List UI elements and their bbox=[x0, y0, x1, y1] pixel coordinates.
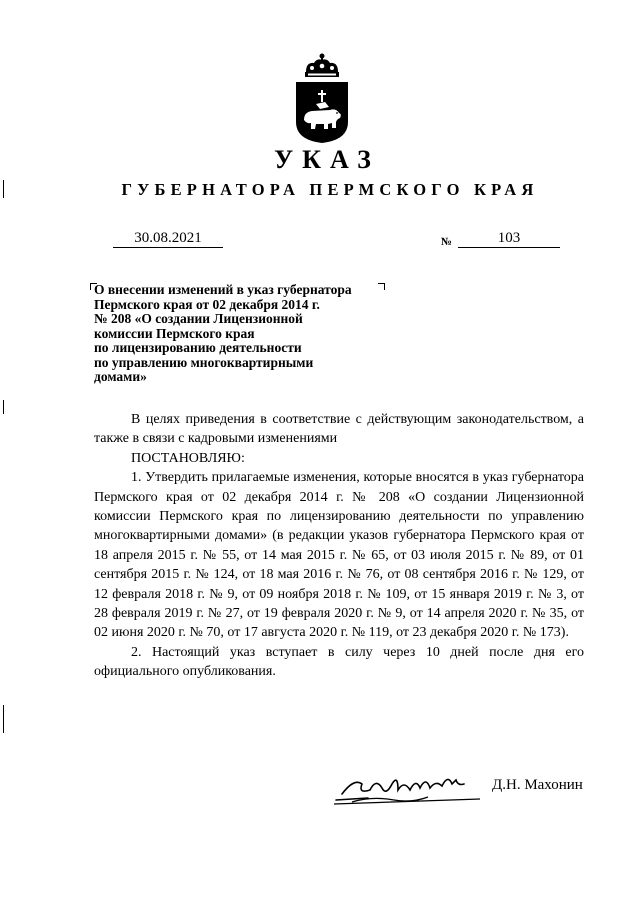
subject-line: № 208 «О создании Лицензионной bbox=[94, 311, 303, 326]
document-title: УКАЗ bbox=[274, 145, 380, 174]
subject-line: по лицензированию деятельности bbox=[94, 340, 302, 355]
subject-line: О внесении изменений в указ губернатора bbox=[94, 282, 352, 297]
document-number: 103 bbox=[458, 229, 560, 248]
scan-margin-mark bbox=[3, 705, 4, 733]
subject-line: Пермского края от 02 декабря 2014 г. bbox=[94, 296, 320, 312]
scan-margin-mark bbox=[3, 400, 4, 414]
scan-margin-mark bbox=[3, 180, 4, 198]
preamble-paragraph: В целях приведения в соответствие с действующим законодательством, а также в связи с кадровыми изменениями bbox=[94, 412, 584, 447]
signer-name: Д.Н. Махонин bbox=[492, 777, 583, 793]
number-sign: № bbox=[441, 236, 453, 248]
subject-line: комиссии Пермского края bbox=[94, 325, 255, 341]
decree-item-1: 1. Утвердить прилагаемые изменения, которые вносятся в указ губернатора Пермского края от 02 декабря 2014 г. № 208 «О создании Лицензионной комиссии Пермского края по лицензированию деятельности по управлению многоквартирными домами» (в редакции указов губернатора Пермского края от 18 апреля 2015 г. № 55, от 14 мая 2015 г. № 65, от 03 июля 2015 г. № 89, от 01 сентября 2015 г. № 124, от 18 мая 2016 г. № 76, от 08 сентября 2016 г. № 129, от 12 февраля 2018 г. № 9, от 09 ноября 2018 г. № 109, от 15 января 2019 г. № 3, от 28 февраля 2019 г. № 27, от 19 февраля 2020 г. № 9, от 14 апреля 2020 г. № 35, от 02 июня 2020 г. № 70, от 17 августа 2020 г. № 119, от 23 декабря 2020 г. № 173). bbox=[94, 470, 584, 641]
subject-line: домами» bbox=[94, 369, 147, 384]
decree-item-2: 2. Настоящий указ вступает в силу через 10 дней после дня его официального опубликования. bbox=[94, 644, 584, 680]
perm-krai-coat-of-arms-icon bbox=[292, 52, 352, 144]
document-subject bbox=[94, 283, 394, 385]
document-body bbox=[94, 410, 584, 682]
subject-line: по управлению многоквартирными bbox=[94, 354, 314, 370]
document-date: 30.08.2021 bbox=[113, 229, 223, 248]
document-subtitle: ГУБЕРНАТОРА ПЕРМСКОГО КРАЯ bbox=[121, 180, 539, 199]
decree-word: ПОСТАНОВЛЯЮ: bbox=[131, 450, 245, 466]
handwritten-signature-icon bbox=[332, 770, 482, 808]
